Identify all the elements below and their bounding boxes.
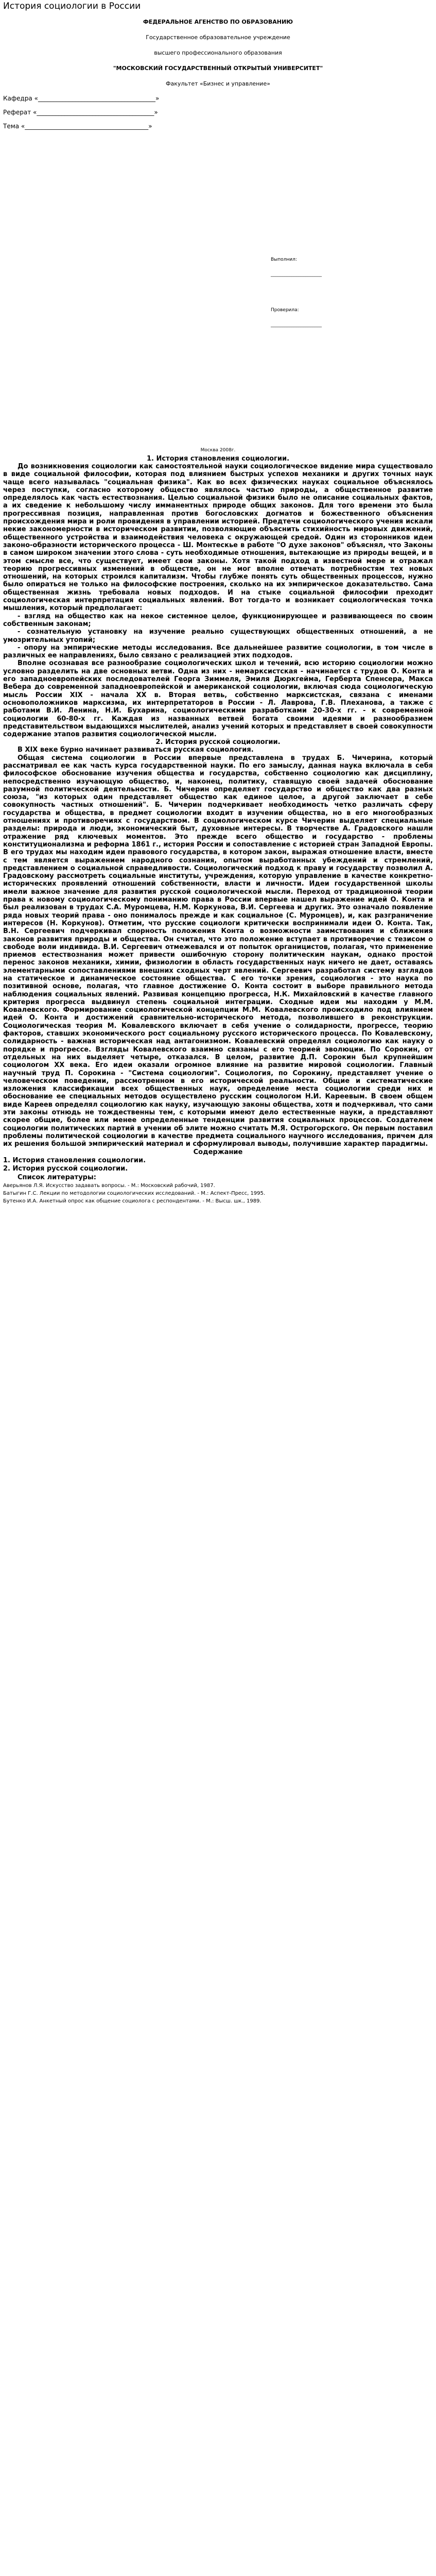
topic-field: Тема «________________________________________» <box>3 123 152 130</box>
section-2-heading: 2. История русской социологии. <box>155 738 281 747</box>
essay-field: Реферат «______________________________________» <box>3 109 158 116</box>
section-2 <box>3 738 433 1148</box>
city-year: Москва 2008г. <box>200 448 236 453</box>
education-level: высшего профессионального образования <box>154 49 282 56</box>
university-name: "МОСКОВСКИЙ ГОСУДАРСТВЕННЫЙ ОТКРЫТЫЙ УНИВЕРСИТЕТ" <box>113 65 323 72</box>
paragraph: До возникновения социологии как самостоятельной науки социологическое видение мира существовало в виде социальной философии, которая под влиянием быстрых успехов механики и других точных наук чаще всего называлась "социальная физика". Как во всех физических науках социальное объяснялось через поступки, согласно которому общество являлось частью природы, а общественное развитие определялось как часть естествознания. Целью социальной физики было не описание социальных фактов, а их сведение к небольшому числу имманентных природе общих законов. Для того времени это была прогрессивная позиция, направленная против богословских догматов и божественного объяснения происхождения мира и роли провидения в управлении историей. Предтечи социологического учения искали некие закономерности в историческом развитии, позволяющие объяснить стихийность мировых движений, общественного устройства и взаимодействия человека с окружающей средой. Один из сторонников идеи законо-обраэности исторического процесса - Ш. Монтескье в работе "О духе законов" объяснял, что Законы в самом широком значении этого слова - суть необходимые отношения, вытекающие из природы вещей, и в этом смысле все, что существует, имеет свои законы. Хотя такой подход в известной мере и отражал теорию прогрессивных изменений в обществе, он не мог вполне отвечать потребностям тех новых отношений, на которых строился капитализм. Чтобы глубже понять суть общественных процессов, нужно было опираться не только на философские построения, сколько на их эмпирическое доказательство. Сама общественная жизнь требовала новых подходов. И на стыке социальной философии преходит социологическая интерпретация социальных явлений. Вот тогда-то и возникает социологическая точка мышления, который предполагает: <box>3 463 433 613</box>
toc-item: 1. История становления социологии. <box>3 1156 146 1164</box>
literature-heading: Список литературы: <box>18 1173 96 1181</box>
paragraph: - опору на эмпирические методы исследования. Все дальнейшее развитие социологии, в том числе в различных ее направлениях, было связано с реализацией этих подходов. <box>3 643 433 660</box>
performed-line: ______________________ <box>271 272 322 277</box>
document-page <box>0 1 436 1205</box>
literature-list <box>3 1173 433 1205</box>
section-1-heading: 1. История становления социологии. <box>146 455 290 463</box>
institution-type: Государственное образовательное учреждение <box>146 34 290 41</box>
checked-label: Проверила: <box>271 308 299 313</box>
paragraph: - взгляд на общество как на некое системное целое, функционирующее и развивающееся по своим собственным законам; <box>3 612 433 628</box>
section-1 <box>3 455 433 738</box>
paragraph: Общая система социологии в России впервые представлена в трудах Б. Чичерина, который рассматривал ее как часть курса государственной науки. По его замыслу, данная наука включала в себя философское обоснование изучения общества и государства, собственно социологию как дисциплину, непосредственно изучающую общество, и, наконец, политику, ставящую своей задачей обоснование разумной политической деятельности. Б. Чичерин определяет государство и общество как два разных союза, "из которых один представляет общество как единое целое, а другой заключает в себе совокупность частных отношений". Б. Чичерин подчеркивает необходимость четко различать сферу государства и общества, в предмет социологии входит в изучении общества, но в его многообразных отношениях и противоречиях с государством. В социологическом курсе Чичерин выделяет специальные разделы: природа и люди, экономический быт, духовные интересы. В творчестве А. Градовского нашли отражение ряд ключевых моментов. Это прежде всего общество и государство - проблемы конституционализма и реформа 1861 г., история России и сопоставление с историей стран Западной Европы. В его трудах мы находим идеи правового государства, в котором закон, выражая отношение власти, вместе с тем является выражением народного сознания, опытом выработанных убеждений и стремлений, представлением о социальной справедливости. Социологический подход к праву и государству позволил А. Градовскому рассмотреть социальные институты, учреждения, которую управление в качестве конкретно-исторических проявлений отношений собственности, власти и личности. Идеи государственной школы имели важное значение для развития русской социологической мысли. Переход от традиционной теории права к новому социологическому пониманию права в России впервые нашел выражение идей О. Конта и был реализован в трудах С.А. Муромцева, Н.М. Коркунова, В.И. Сергеева и других. Это означало появление ряда новых теорий права - оно понималось прежде и как социальное (С. Муромцев), и, как разграничение интересов (Н. Коркунов). Отметим, что русские социологи критически воспринимали идеи О. Конта. Так, В.Н. Сергеевич подчеркивал спорность положения Конта о возможности заимствования и сближения законов развития природы и общества. Он считал, что это положение вступает в противоречие с тезисом о свободе воли индивида. В.И. Сергеевич отмежевался и от попыток органицистов, полагая, что применение приемов естествознания может привести ошибочную сторону политическим наукам, однако простой перенос законов механики, химии, физиологии в область государственных наук ничего не дает, оставаясь элементарными сопоставлениями внешних сходных черт явлений. Сергеевич разработал систему взглядов на статическое и динамическое состояние общества. С его точки зрения, социология - это наука по позитивной основе, полагая, что главное достижение О. Конта состоит в выборе правильного метода наблюдения социальных явлений. Развивая концепцию прогресса, Н.К. Михайловский в качестве главного критерия прогресса выдвинул степень социальной интеграции. Сходные идеи мы находим у М.М. Ковалевского. Формирование социологической концепции М.М. Ковалевского происходило под влиянием идей О. Конта и достижений сравнительно-исторического метода, позволившего в реконструкции. Социологическая теория М. Ковалевского включает в себя учение о солидарности, прогрессе, теорию факторов, ставших экономического рост социальному русского исторического процесса. По Ковалевскому, солидарность - важная историческая над антагонизмом. Ковалевский определял социологию как науку о порядке и прогрессе. Взгляды Ковалевского взаимно связаны с его теорией эволюции. По Сорокин, от отдельных на них выделяет четыре, отказался. В целом, развитие Д.П. Сорокин был крупнейшим социологом XX века. Его идеи оказали огромное влияние на развитие мировой социологии. Главный научный труд П. Сорокина - "Система социологии". Социология, по Сорокину, представляет учение о человеческом поведении, рассмотренном в его исторической реальности. Общие и систематические изложения классификации всех общественных наук, определение места социологии среди них и обоснование ее специальных методов осуществлено русским социологом Н.И. Кареевым. В своем общем виде Кареев определял социологию как науку, изучающую законы общества, хотя и подчеркивал, что сами эти законы отнюдь не тождественны тем, с которыми имеют дело естественные науки, а представляют скорее общие, более или менее определенные тенденции развития социальных процессов. Создателем социологии политических партий в учении об элите можно считать М.Я. Острогорского. Он первым поставил проблемы политической социологии в качестве предмета социального научного исследования, причем для их решения большой эмпирический материал и сформулировал выводы, получившие характер парадигмы. <box>3 754 433 1148</box>
paragraph: В XIX веке бурно начинает развиваться русская социология. <box>18 746 254 754</box>
reference-item: Аверьянов Л.Я. Искусство задавать вопросы. - М.: Московский рабочий, 1987. <box>3 1182 215 1189</box>
reference-item: Бутенко И.А. Анкетный опрос как общение социолога с респондентами. - М.: Высш. шк., 1989. <box>3 1198 261 1204</box>
table-of-contents <box>3 1148 433 1173</box>
paragraph: - сознательную установку на изучение реально существующих общественных отношений, а не умозрительных утопий; <box>3 628 433 644</box>
paragraph: Вполне осознавая все разнообразие социологических школ и течений, всю историю социологии можно условно разделить на две основных ветви. Одна из них - немарксистская - начинается с трудов О. Конта и его западноевропейских последователей Георга Зиммеля, Эмиля Дюркгейма, Герберта Спенсера, Макса Вебера до современной западноевропейской и американской социологии, включая сюда социологическую мысль России XIX - начала XX в. Вторая ветвь, собственно марксистская, связана с именами основоположников марксизма, их интерпретаторов в России - Л. Лаврова, Г.В. Плеханова, а также с работами В.И. Ленина, Н.И. Бухарина, социологическими разработками 20-30-х гг. - к современной социологии 60-80-х гг. Каждая из названных ветвей богата своими идеями и разнообразием представительством выдающихся мыслителей, анализ учений которых и представляет в своей совокупности содержание этапов развития социологической мысли. <box>3 659 433 739</box>
toc-item: 2. История русской социологии. <box>3 1164 128 1173</box>
performed-label: Выполнил: <box>271 257 297 262</box>
agency-name: ФЕДЕРАЛЬНОЕ АГЕНСТВО ПО ОБРАЗОВАНИЮ <box>143 19 293 25</box>
page-title: История социологии в России <box>3 1 141 11</box>
reference-item: Батыгин Г.С. Лекции по методологии социологических исследований. - М.: Аспект-Пресс, 1995. <box>3 1190 266 1196</box>
faculty-name: Факультет «Бизнес и управление» <box>166 80 270 87</box>
title-page <box>3 19 433 453</box>
toc-heading: Содержание <box>193 1148 243 1156</box>
checked-line: ______________________ <box>271 323 322 328</box>
department-field: Кафедра «______________________________________» <box>3 95 160 102</box>
